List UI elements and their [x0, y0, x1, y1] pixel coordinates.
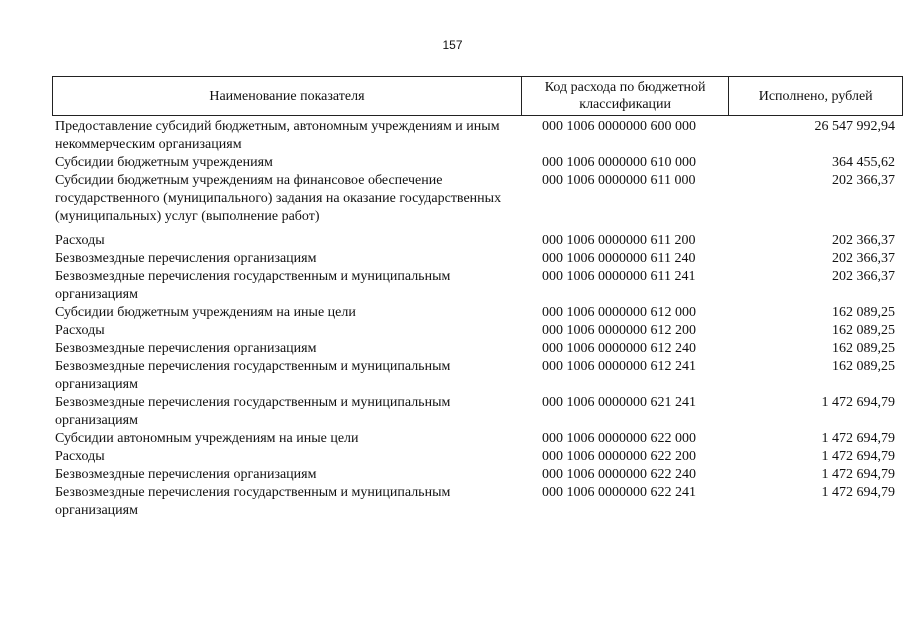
- row-name: Расходы: [55, 233, 105, 248]
- row-name: Безвозмездные перечисления государственным и муниципальным организациям: [55, 395, 451, 428]
- row-amount: 26 547 992,94: [814, 119, 895, 134]
- row-amount: 1 472 694,79: [821, 395, 895, 410]
- table-row: [52, 466, 903, 484]
- row-name: Безвозмездные перечисления государственным и муниципальным организациям: [55, 269, 451, 302]
- row-name: Безвозмездные перечисления организациям: [55, 341, 317, 356]
- table-row: [52, 448, 903, 466]
- row-code: 000 1006 0000000 612 000: [542, 305, 696, 320]
- table-row: [52, 250, 903, 268]
- row-name: Предоставление субсидий бюджетным, автономным учреждениям и иным некоммерческим организациям: [55, 119, 500, 152]
- table-row: [52, 358, 903, 394]
- table-row: [52, 268, 903, 304]
- column-header-name: Наименование показателя: [53, 77, 522, 115]
- row-amount: 202 366,37: [832, 173, 895, 188]
- row-name: Безвозмездные перечисления государственным и муниципальным организациям: [55, 485, 451, 518]
- row-code: 000 1006 0000000 612 241: [542, 359, 696, 374]
- page-number: 157: [442, 38, 463, 52]
- table-row: [52, 118, 903, 154]
- row-code: 000 1006 0000000 622 240: [542, 467, 696, 482]
- row-code: 000 1006 0000000 622 200: [542, 449, 696, 464]
- row-amount: 162 089,25: [832, 305, 895, 320]
- table-row: [52, 322, 903, 340]
- row-name: Расходы: [55, 323, 105, 338]
- row-name: Безвозмездные перечисления организациям: [55, 251, 317, 266]
- table-row: [52, 154, 903, 172]
- table-row: [52, 232, 903, 250]
- row-name: Субсидии бюджетным учреждениям на финансовое обеспечение государственного (муниципального) задания на оказание государственных (муниципальных) услуг (выполнение работ): [55, 173, 502, 224]
- row-amount: 162 089,25: [832, 323, 895, 338]
- row-amount: 162 089,25: [832, 359, 895, 374]
- row-amount: 202 366,37: [832, 269, 895, 284]
- table-row: [52, 394, 903, 430]
- row-code: 000 1006 0000000 622 000: [542, 431, 696, 446]
- row-name: Субсидии бюджетным учреждениям на иные цели: [55, 305, 356, 320]
- row-amount: 1 472 694,79: [821, 431, 895, 446]
- row-code: 000 1006 0000000 612 240: [542, 341, 696, 356]
- row-amount: 1 472 694,79: [821, 467, 895, 482]
- row-code: 000 1006 0000000 610 000: [542, 155, 696, 170]
- table-row: [52, 430, 903, 448]
- row-amount: 364 455,62: [832, 155, 895, 170]
- column-header-code: Код расхода по бюджетной классификации: [522, 77, 730, 115]
- row-code: 000 1006 0000000 621 241: [542, 395, 696, 410]
- row-amount: 162 089,25: [832, 341, 895, 356]
- row-name: Безвозмездные перечисления государственным и муниципальным организациям: [55, 359, 451, 392]
- row-name: Субсидии бюджетным учреждениям: [55, 155, 273, 170]
- row-code: 000 1006 0000000 611 200: [542, 233, 696, 248]
- row-code: 000 1006 0000000 612 200: [542, 323, 696, 338]
- column-header-amount: Исполнено, рублей: [758, 88, 873, 104]
- row-amount: 202 366,37: [832, 233, 895, 248]
- row-code: 000 1006 0000000 600 000: [542, 119, 696, 134]
- row-code: 000 1006 0000000 622 241: [542, 485, 696, 500]
- table-row: [52, 340, 903, 358]
- row-amount: 1 472 694,79: [821, 449, 895, 464]
- table-header: [52, 76, 903, 116]
- row-name: Субсидии автономным учреждениям на иные цели: [55, 431, 359, 446]
- table-row: [52, 172, 903, 226]
- table-row: [52, 304, 903, 322]
- row-code: 000 1006 0000000 611 240: [542, 251, 696, 266]
- row-code: 000 1006 0000000 611 241: [542, 269, 696, 284]
- table-body: [52, 118, 903, 520]
- row-amount: 202 366,37: [832, 251, 895, 266]
- row-code: 000 1006 0000000 611 000: [542, 173, 696, 188]
- table-row: [52, 484, 903, 520]
- row-name: Безвозмездные перечисления организациям: [55, 467, 317, 482]
- row-amount: 1 472 694,79: [821, 485, 895, 500]
- row-name: Расходы: [55, 449, 105, 464]
